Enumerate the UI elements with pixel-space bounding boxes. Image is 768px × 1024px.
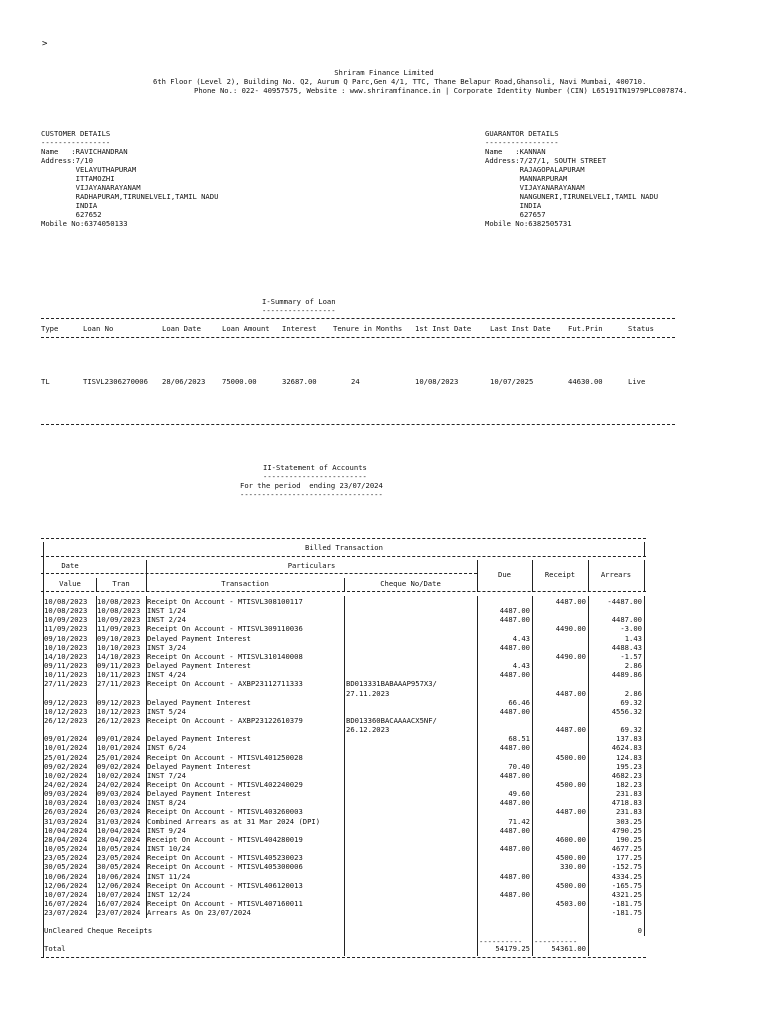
- table-row: [0, 780, 768, 789]
- arrears-amount: 303.25: [616, 816, 642, 826]
- arrears-amount: 4677.25: [611, 844, 642, 854]
- total-label: Total: [44, 944, 66, 953]
- transaction-desc: Receipt On Account - MTISVL406120013: [147, 880, 303, 890]
- transaction-desc: Delayed Payment Interest: [147, 789, 251, 799]
- uncleared-value: 0: [637, 926, 642, 935]
- col-header-value: Value: [59, 579, 81, 588]
- tran-date: 26/03/2024: [97, 807, 141, 817]
- transaction-desc: Arrears As On 23/07/2024: [147, 908, 251, 918]
- transaction-desc: INST 2/24: [147, 615, 186, 625]
- transaction-desc: INST 6/24: [147, 743, 186, 753]
- receipt-amount: 4490.00: [555, 651, 586, 661]
- value-date: 10/12/2023: [44, 706, 88, 716]
- arrears-amount: 177.25: [616, 853, 642, 863]
- loan-type: TL: [41, 377, 50, 386]
- statement-title: II-Statement of Accounts: [263, 463, 367, 472]
- tran-date: 23/05/2024: [97, 853, 141, 863]
- guarantor-mobile: Mobile No:6382505731: [485, 219, 572, 228]
- loan-fut-prin: 44630.00: [568, 377, 603, 386]
- arrears-amount: 4718.83: [611, 798, 642, 808]
- value-date: 25/01/2024: [44, 752, 88, 762]
- loan-interest: 32687.00: [282, 377, 317, 386]
- table-border-right: [644, 560, 645, 592]
- arrears-amount: 195.23: [616, 761, 642, 771]
- table-row: [0, 862, 768, 871]
- transaction-desc: Receipt On Account - AXBP23122610379: [147, 715, 303, 725]
- loan-date: 28/06/2023: [162, 377, 206, 386]
- tran-date: 09/02/2024: [97, 761, 141, 771]
- due-amount: 4487.00: [499, 770, 530, 780]
- arrears-amount: 4489.86: [611, 670, 642, 680]
- table-row: [0, 771, 768, 780]
- customer-address-line: VELAYUTHAPURAM: [41, 165, 137, 174]
- due-amount: 49.60: [508, 789, 530, 799]
- total-due: 54179.25: [495, 944, 530, 953]
- divider: [41, 318, 675, 319]
- transaction-desc: Receipt On Account - MTISVL407160011: [147, 898, 303, 908]
- arrears-amount: 137.83: [616, 734, 642, 744]
- prompt-char: >: [42, 39, 48, 49]
- value-date: 10/04/2024: [44, 825, 88, 835]
- loan-summary-title-underline: -----------------: [262, 306, 336, 315]
- table-row: [0, 743, 768, 752]
- value-date: 16/07/2024: [44, 898, 88, 908]
- value-date: 10/08/2023: [44, 606, 88, 616]
- arrears-amount: -165.75: [611, 880, 642, 890]
- value-date: 28/04/2024: [44, 834, 88, 844]
- table-row: [0, 698, 768, 707]
- divider: [41, 337, 675, 338]
- receipt-amount: 330.00: [560, 862, 586, 872]
- transaction-desc: Receipt On Account - MTISVL402240029: [147, 780, 303, 789]
- value-date: 10/01/2024: [44, 743, 88, 753]
- uncleared-label: UnCleared Cheque Receipts: [44, 926, 153, 935]
- arrears-amount: 231.83: [616, 789, 642, 799]
- tran-date: 10/02/2024: [97, 770, 141, 780]
- customer-address-line: 627652: [41, 210, 102, 219]
- transaction-desc: INST 8/24: [147, 798, 186, 808]
- arrears-amount: 2.86: [624, 688, 642, 698]
- tran-date: 26/12/2023: [97, 715, 141, 725]
- transaction-desc: INST 1/24: [147, 606, 186, 616]
- arrears-amount: -181.75: [611, 898, 642, 908]
- value-date: 10/08/2023: [44, 597, 88, 606]
- transaction-desc: Receipt On Account - MTISVL401250028: [147, 752, 303, 762]
- col-header-receipt: Receipt: [544, 570, 576, 579]
- transaction-desc: Receipt On Account - AXBP23112711333: [147, 679, 303, 689]
- cheque-no-date: 27.11.2023: [346, 688, 390, 698]
- guarantor-address-line: Address:7/27/1, SOUTH STREET: [485, 156, 607, 165]
- arrears-amount: 69.32: [620, 725, 642, 735]
- col-header-due: Due: [498, 570, 511, 579]
- arrears-amount: 69.32: [620, 697, 642, 707]
- tran-date: 10/09/2023: [97, 615, 141, 625]
- value-date: 10/05/2024: [44, 844, 88, 854]
- transaction-desc: Receipt On Account - MTISVL404280019: [147, 834, 303, 844]
- guarantor-address-line: NANGUNERI,TIRUNELVELI,TAMIL NADU: [485, 192, 659, 201]
- due-amount: 4487.00: [499, 889, 530, 899]
- company-address: 6th Floor (Level 2), Building No. Q2, Aurum Q Parc,Gen 4/1, TTC, Thane Belapur Road,Ghansoli, Navi Mumbai, 400710.: [153, 77, 647, 86]
- value-date: 09/02/2024: [44, 761, 88, 771]
- customer-address-line: RADHAPURAM,TIRUNELVELI,TAMIL NADU: [41, 192, 219, 201]
- customer-heading-underline: ----------------: [41, 138, 111, 147]
- receipt-amount: 4500.00: [555, 780, 586, 789]
- arrears-amount: -152.75: [611, 862, 642, 872]
- transaction-desc: Receipt On Account - MTISVL405300006: [147, 862, 303, 872]
- tran-date: 10/05/2024: [97, 844, 141, 854]
- total-receipt: 54361.00: [551, 944, 586, 953]
- customer-name: Name :RAVICHANDRAN: [41, 147, 128, 156]
- value-date: 09/01/2024: [44, 734, 88, 744]
- cheque-no-date: BD013360BACAAAACX5NF/: [346, 715, 437, 725]
- cheque-no-date: BD013331BABAAAP957X3/: [346, 679, 437, 689]
- value-date: 26/03/2024: [44, 807, 88, 817]
- due-amount: 4487.00: [499, 871, 530, 881]
- value-date: 31/03/2024: [44, 816, 88, 826]
- table-row: [0, 753, 768, 762]
- transaction-desc: Receipt On Account - MTISVL310140008: [147, 651, 303, 661]
- arrears-amount: 2.86: [624, 661, 642, 671]
- arrears-amount: 4487.00: [611, 615, 642, 625]
- value-date: 30/05/2024: [44, 862, 88, 872]
- col-header-transaction: Transaction: [221, 579, 269, 588]
- value-date: 23/07/2024: [44, 908, 88, 918]
- col-header-tenure: Tenure in Months: [333, 324, 403, 333]
- due-amount: 4487.00: [499, 606, 530, 616]
- col-header-interest: Interest: [282, 324, 317, 333]
- table-row: [0, 908, 768, 917]
- guarantor-heading-underline: -----------------: [485, 138, 559, 147]
- table-row: [0, 716, 768, 725]
- transaction-desc: INST 9/24: [147, 825, 186, 835]
- value-date: 11/09/2023: [44, 624, 88, 634]
- arrears-amount: 1.43: [624, 633, 642, 643]
- transaction-desc: Receipt On Account - MTISVL405230023: [147, 853, 303, 863]
- customer-address-line: Address:7/10: [41, 156, 93, 165]
- billed-transaction-title: Billed Transaction: [305, 543, 383, 552]
- divider: [41, 424, 675, 425]
- receipt-amount: 4500.00: [555, 880, 586, 890]
- table-border-right: [644, 542, 645, 556]
- customer-address-line: INDIA: [41, 201, 98, 210]
- table-row: [0, 817, 768, 826]
- due-amount: 70.40: [508, 761, 530, 771]
- tran-date: 09/12/2023: [97, 697, 141, 707]
- customer-address-line: VIJAYANARAYANAM: [41, 183, 141, 192]
- table-row: [0, 670, 768, 679]
- table-row: [0, 679, 768, 688]
- arrears-amount: 4624.83: [611, 743, 642, 753]
- company-name: Shriram Finance Limited: [334, 68, 434, 77]
- table-row: [0, 707, 768, 716]
- due-amount: 4487.00: [499, 670, 530, 680]
- table-row: [0, 689, 768, 698]
- table-row: [0, 624, 768, 633]
- table-row: [0, 826, 768, 835]
- tran-date: 10/12/2023: [97, 706, 141, 716]
- receipt-amount: 4500.00: [555, 752, 586, 762]
- tran-date: 09/03/2024: [97, 789, 141, 799]
- transaction-desc: INST 3/24: [147, 642, 186, 652]
- table-row: [0, 881, 768, 890]
- col-header-last-inst: Last Inst Date: [490, 324, 551, 333]
- transaction-desc: Receipt On Account - MTISVL309110036: [147, 624, 303, 634]
- tran-date: 25/01/2024: [97, 752, 141, 762]
- table-row: [0, 652, 768, 661]
- tran-date: 16/07/2024: [97, 898, 141, 908]
- receipt-amount: 4490.00: [555, 624, 586, 634]
- table-row: [0, 899, 768, 908]
- tran-date: 10/08/2023: [97, 606, 141, 616]
- col-header-type: Type: [41, 324, 59, 333]
- value-date: 10/11/2023: [44, 670, 88, 680]
- tran-date: 10/01/2024: [97, 743, 141, 753]
- col-header-fut-prin: Fut.Prin: [568, 324, 603, 333]
- table-row: [0, 890, 768, 899]
- value-date: 12/06/2024: [44, 880, 88, 890]
- transaction-desc: Delayed Payment Interest: [147, 697, 251, 707]
- transaction-desc: Delayed Payment Interest: [147, 734, 251, 744]
- tran-date: 28/04/2024: [97, 834, 141, 844]
- table-row: [0, 835, 768, 844]
- table-row: [0, 725, 768, 734]
- value-date: 10/03/2024: [44, 798, 88, 808]
- table-row: [0, 762, 768, 771]
- guarantor-name: Name :KANNAN: [485, 147, 546, 156]
- guarantor-address-line: RAJAGOPALAPURAM: [485, 165, 585, 174]
- customer-address-line: ITTAMOZHI: [41, 174, 115, 183]
- statement-title-underline: ------------------------: [263, 472, 367, 481]
- col-header-loan-date: Loan Date: [162, 324, 201, 333]
- value-date: 27/11/2023: [44, 679, 88, 689]
- tran-date: 10/10/2023: [97, 642, 141, 652]
- tran-date: 10/07/2024: [97, 889, 141, 899]
- loan-tenure: 24: [351, 377, 360, 386]
- value-date: 09/03/2024: [44, 789, 88, 799]
- transaction-desc: INST 11/24: [147, 871, 191, 881]
- table-row: [0, 615, 768, 624]
- guarantor-address-line: VIJAYANARAYANAM: [485, 183, 585, 192]
- value-date: 10/10/2023: [44, 642, 88, 652]
- transaction-desc: Delayed Payment Interest: [147, 661, 251, 671]
- due-amount: 4487.00: [499, 706, 530, 716]
- receipt-amount: 4487.00: [555, 807, 586, 817]
- arrears-amount: -1.57: [620, 651, 642, 661]
- transaction-desc: INST 4/24: [147, 670, 186, 680]
- tran-date: 24/02/2024: [97, 780, 141, 789]
- transaction-desc: Delayed Payment Interest: [147, 761, 251, 771]
- arrears-amount: 231.83: [616, 807, 642, 817]
- arrears-amount: 124.83: [616, 752, 642, 762]
- table-row: [0, 844, 768, 853]
- value-date: 14/10/2023: [44, 651, 88, 661]
- tran-date: 09/01/2024: [97, 734, 141, 744]
- due-amount: 4487.00: [499, 844, 530, 854]
- transaction-desc: INST 12/24: [147, 889, 191, 899]
- transaction-desc: Receipt On Account - MTISVL308100117: [147, 597, 303, 606]
- arrears-amount: 4334.25: [611, 871, 642, 881]
- due-amount: 4487.00: [499, 825, 530, 835]
- customer-heading: CUSTOMER DETAILS: [41, 129, 111, 138]
- value-date: 24/02/2024: [44, 780, 88, 789]
- col-header-arrears: Arrears: [600, 570, 632, 579]
- table-row: [0, 734, 768, 743]
- value-date: 09/12/2023: [44, 697, 88, 707]
- value-date: 10/07/2024: [44, 889, 88, 899]
- guarantor-heading: GUARANTOR DETAILS: [485, 129, 559, 138]
- value-date: 10/06/2024: [44, 871, 88, 881]
- transaction-desc: Delayed Payment Interest: [147, 633, 251, 643]
- col-header-status: Status: [628, 324, 654, 333]
- tran-date: 11/09/2023: [97, 624, 141, 634]
- guarantor-address-line: 627657: [485, 210, 546, 219]
- due-amount: 71.42: [508, 816, 530, 826]
- value-date: 26/12/2023: [44, 715, 88, 725]
- arrears-amount: -3.00: [620, 624, 642, 634]
- arrears-amount: 4488.43: [611, 642, 642, 652]
- table-rule: [41, 573, 477, 574]
- receipt-amount: 4487.00: [555, 597, 586, 606]
- tran-date: 27/11/2023: [97, 679, 141, 689]
- dash-rule: ----------: [479, 937, 523, 946]
- loan-status: Live: [628, 377, 646, 386]
- tran-date: 10/11/2023: [97, 670, 141, 680]
- table-row: [0, 597, 768, 606]
- col-header-cheque: Cheque No/Date: [380, 579, 441, 588]
- tran-date: 12/06/2024: [97, 880, 141, 890]
- table-row: [0, 798, 768, 807]
- value-date: 23/05/2024: [44, 853, 88, 863]
- value-date: 10/02/2024: [44, 770, 88, 780]
- due-amount: 4.43: [512, 633, 530, 643]
- receipt-amount: 4500.00: [555, 853, 586, 863]
- col-header-date: Date: [61, 561, 79, 570]
- company-contact: Phone No.: 022- 40957575, Website : www.shriramfinance.in | Corporate Identity Number (CIN) L65191TN1979PLC007874.: [194, 86, 688, 95]
- col-header-tran: Tran: [112, 579, 130, 588]
- loan-no: TISVL2306270006: [83, 377, 148, 386]
- due-amount: 4487.00: [499, 743, 530, 753]
- table-row: [0, 853, 768, 862]
- value-date: 09/10/2023: [44, 633, 88, 643]
- arrears-amount: 4790.25: [611, 825, 642, 835]
- receipt-amount: 4487.00: [555, 725, 586, 735]
- col-header-first-inst: 1st Inst Date: [415, 324, 472, 333]
- table-rule: [41, 556, 646, 557]
- loan-first-inst: 10/08/2023: [415, 377, 459, 386]
- due-amount: 66.46: [508, 697, 530, 707]
- table-row: [0, 872, 768, 881]
- statement-period-underline: ---------------------------------: [240, 490, 383, 499]
- tran-date: 14/10/2023: [97, 651, 141, 661]
- arrears-amount: -181.75: [611, 908, 642, 918]
- table-row: [0, 789, 768, 798]
- col-header-loan-no: Loan No: [83, 324, 114, 333]
- tran-date: 10/06/2024: [97, 871, 141, 881]
- col-header-particulars: Particulars: [287, 561, 336, 570]
- tran-date: 09/11/2023: [97, 661, 141, 671]
- receipt-amount: 4487.00: [555, 688, 586, 698]
- table-row: [0, 606, 768, 615]
- tran-date: 30/05/2024: [97, 862, 141, 872]
- table-row: [0, 661, 768, 670]
- arrears-amount: 4682.23: [611, 770, 642, 780]
- table-row: [0, 634, 768, 643]
- arrears-amount: 182.23: [616, 780, 642, 789]
- guarantor-address-line: MANNARPURAM: [485, 174, 568, 183]
- transaction-desc: INST 7/24: [147, 770, 186, 780]
- tran-date: 10/08/2023: [97, 597, 141, 606]
- transaction-desc: INST 10/24: [147, 844, 191, 854]
- transaction-desc: Combined Arrears as at 31 Mar 2024 (DPI): [147, 816, 321, 826]
- arrears-amount: 4556.32: [611, 706, 642, 716]
- table-border-top: [41, 538, 646, 539]
- loan-summary-title: I-Summary of Loan: [262, 297, 336, 306]
- due-amount: 4.43: [512, 661, 530, 671]
- cheque-no-date: 26.12.2023: [346, 725, 390, 735]
- transaction-desc: Receipt On Account - MTISVL403260003: [147, 807, 303, 817]
- tran-date: 10/04/2024: [97, 825, 141, 835]
- value-date: 10/09/2023: [44, 615, 88, 625]
- receipt-amount: 4503.00: [555, 898, 586, 908]
- table-row: [0, 643, 768, 652]
- due-amount: 4487.00: [499, 615, 530, 625]
- dash-rule: ----------: [534, 937, 578, 946]
- value-date: 09/11/2023: [44, 661, 88, 671]
- col-header-loan-amount: Loan Amount: [222, 324, 270, 333]
- due-amount: 4487.00: [499, 798, 530, 808]
- table-row: [0, 807, 768, 816]
- loan-amount: 75000.00: [222, 377, 257, 386]
- arrears-amount: 190.25: [616, 834, 642, 844]
- due-amount: 4487.00: [499, 642, 530, 652]
- tran-date: 09/10/2023: [97, 633, 141, 643]
- due-amount: 68.51: [508, 734, 530, 744]
- tran-date: 23/07/2024: [97, 908, 141, 918]
- arrears-amount: -4487.00: [607, 597, 642, 606]
- tran-date: 31/03/2024: [97, 816, 141, 826]
- arrears-amount: 4321.25: [611, 889, 642, 899]
- customer-mobile: Mobile No:6374050133: [41, 219, 128, 228]
- tran-date: 10/03/2024: [97, 798, 141, 808]
- loan-last-inst: 10/07/2025: [490, 377, 534, 386]
- guarantor-address-line: INDIA: [485, 201, 542, 210]
- receipt-amount: 4600.00: [555, 834, 586, 844]
- transaction-desc: INST 5/24: [147, 706, 186, 716]
- table-border-bottom: [41, 957, 646, 958]
- statement-period: For the period ending 23/07/2024: [240, 481, 383, 490]
